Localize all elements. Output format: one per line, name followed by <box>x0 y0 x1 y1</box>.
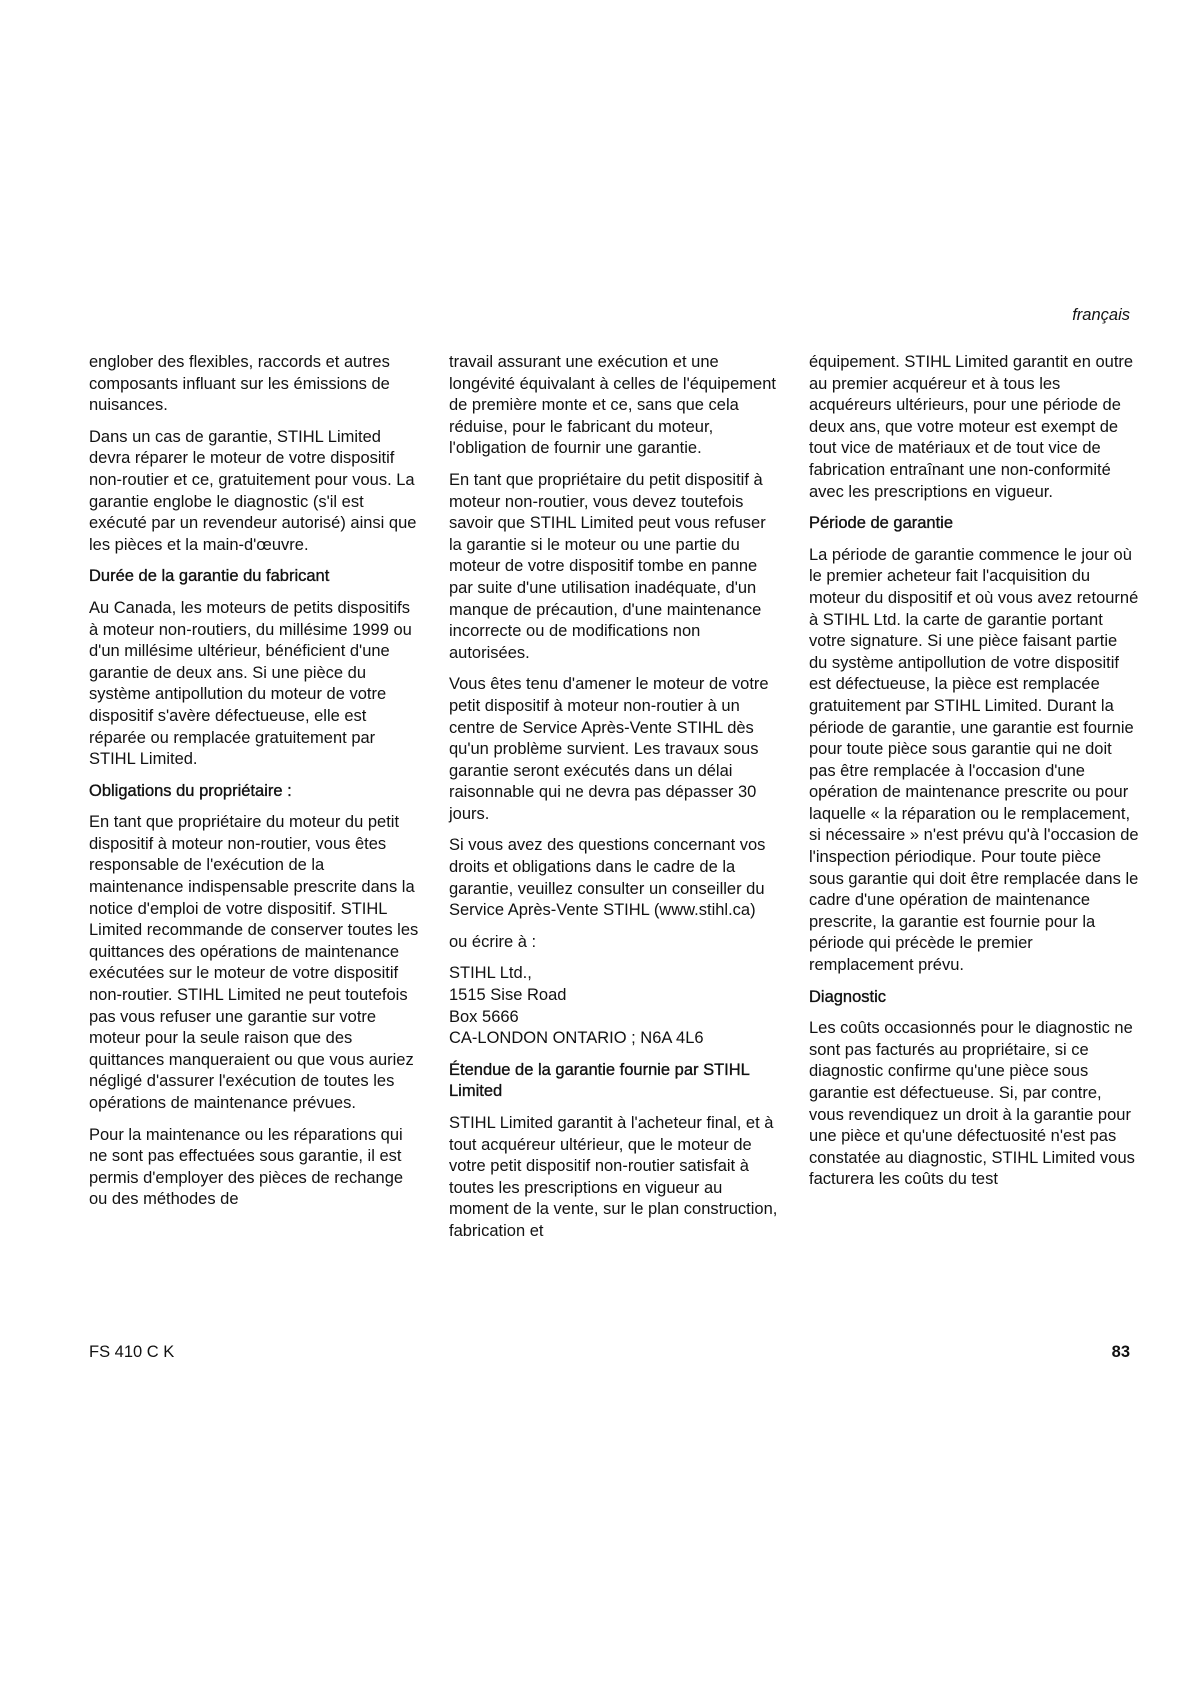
section-heading: Obligations du propriétaire : <box>89 781 292 800</box>
section-heading: Durée de la garantie du fabricant <box>89 567 330 586</box>
text-column-3 <box>809 352 1139 1201</box>
section-heading: Diagnostic <box>809 987 887 1006</box>
paragraph: Au Canada, les moteurs de petits dispositifs à moteur non-routiers, du millésime 1999 ou d'un millésime ultérieur, bénéficient d'une garantie de deux ans. Si une pièce du système antipollution du moteur de votre dispositif s'avère défectueuse, elle est réparée ou remplacée gratuitement par STIHL Limited. <box>89 598 412 769</box>
paragraph: Pour la maintenance ou les réparations qui ne sont pas effectuées sous garantie, il est permis d'employer des pièces de rechange ou des méthodes de <box>89 1125 404 1209</box>
paragraph: équipement. STIHL Limited garantit en outre au premier acquéreur et à tous les acquéreurs ultérieurs, pour une période de deux ans, que votre moteur est exempt de tout vice de matériaux et de tout vice de fabrication entraînant une non-conformité avec les prescriptions en vigueur. <box>809 353 1134 501</box>
section-heading: Période de garantie <box>809 514 954 533</box>
paragraph: Dans un cas de garantie, STIHL Limited devra réparer le moteur de votre dispositif non-routier et ce, gratuitement pour vous. La garantie englobe le diagnostic (s'il est exécuté par un revendeur autorisé) ainsi que les pièces et la main-d'œuvre. <box>89 427 417 554</box>
paragraph: Si vous avez des questions concernant vos droits et obligations dans le cadre de la garantie, veuillez consulter un conseiller du Service Après-Vente STIHL (www.stihl.ca) <box>449 836 766 920</box>
paragraph: Vous êtes tenu d'amener le moteur de votre petit dispositif à moteur non-routier à un centre de Service Après-Vente STIHL dès qu'un problème survient. Les travaux sous garantie seront exécutés dans un délai raisonnable qui ne devra pas dépasser 30 jours. <box>449 675 769 823</box>
paragraph: STIHL Limited garantit à l'acheteur final, et à tout acquéreur ultérieur, que le moteur de votre petit dispositif non-routier satisfait à toutes les prescriptions en vigueur au moment de la vente, sur le plan construction, fabrication et <box>449 1114 778 1240</box>
paragraph: travail assurant une exécution et une longévité équivalant à celles de l'équipement de première monte et ce, sans que cela réduise, pour le fabricant du moteur, l'obligation de fournir une garantie. <box>449 353 776 458</box>
model-name: FS 410 C K <box>89 1343 175 1361</box>
paragraph: ou écrire à : <box>449 932 537 951</box>
paragraph: En tant que propriétaire du moteur du petit dispositif à moteur non-routier, vous êtes responsable de l'exécution de la maintenance indispensable prescrite dans la notice d'emploi de votre dispositif. STIHL Limited recommande de conserver toutes les quittances des opérations de maintenance exécutées sur le moteur de votre dispositif non-routier. STIHL Limited ne peut toutefois pas vous refuser une garantie sur votre moteur pour la seule raison que des quittances manqueraient ou que vous auriez négligé d'assurer l'exécution de toutes les opérations de maintenance prévues. <box>89 813 419 1112</box>
section-heading: Étendue de la garantie fournie par STIHL Limited <box>449 1060 750 1101</box>
text-column-1 <box>89 352 419 1221</box>
text-column-2 <box>449 352 779 1253</box>
paragraph: englober des flexibles, raccords et autres composants influant sur les émissions de nuisances. <box>89 353 390 415</box>
paragraph: Les coûts occasionnés pour le diagnostic ne sont pas facturés au propriétaire, si ce diagnostic confirme qu'une pièce sous garantie est défectueuse. Si, par contre, vous revendiquez un droit à la garantie pour une pièce et qu'une défectuosité n'est pas constatée au diagnostic, STIHL Limited vous facturera les coûts du test <box>809 1019 1135 1189</box>
page-number: 83 <box>1111 1343 1130 1361</box>
language-label: français <box>1072 306 1130 324</box>
paragraph: La période de garantie commence le jour où le premier acheteur fait l'acquisition du moteur du dispositif et où vous avez retourné à STIHL Ltd. la carte de garantie portant votre signature. Si une pièce faisant partie du système antipollution de votre dispositif est défectueuse, la pièce est remplacée gratuitement par STIHL Limited. Durant la période de garantie, une garantie est fournie pour toute pièce sous garantie qui ne doit pas être remplacée à l'occasion d'une opération de maintenance prescrite ou pour laquelle « la réparation ou le remplacement, si nécessaire » n'est prévu qu'à l'occasion de l'inspection périodique. Pour toute pièce sous garantie qui doit être remplacée dans le cadre d'une opération de maintenance prescrite, la garantie est fournie pour la période qui précède le premier remplacement prévu. <box>809 545 1139 975</box>
postal-address: STIHL Ltd., 1515 Sise Road Box 5666 CA-LONDON ONTARIO ; N6A 4L6 <box>449 964 704 1048</box>
paragraph: En tant que propriétaire du petit dispositif à moteur non-routier, vous devez toutefois savoir que STIHL Limited peut vous refuser la garantie si le moteur ou une partie du moteur de votre dispositif tombe en panne par suite d'une utilisation inadéquate, d'un manque de précaution, d'une maintenance incorrecte ou de modifications non autorisées. <box>449 470 766 662</box>
